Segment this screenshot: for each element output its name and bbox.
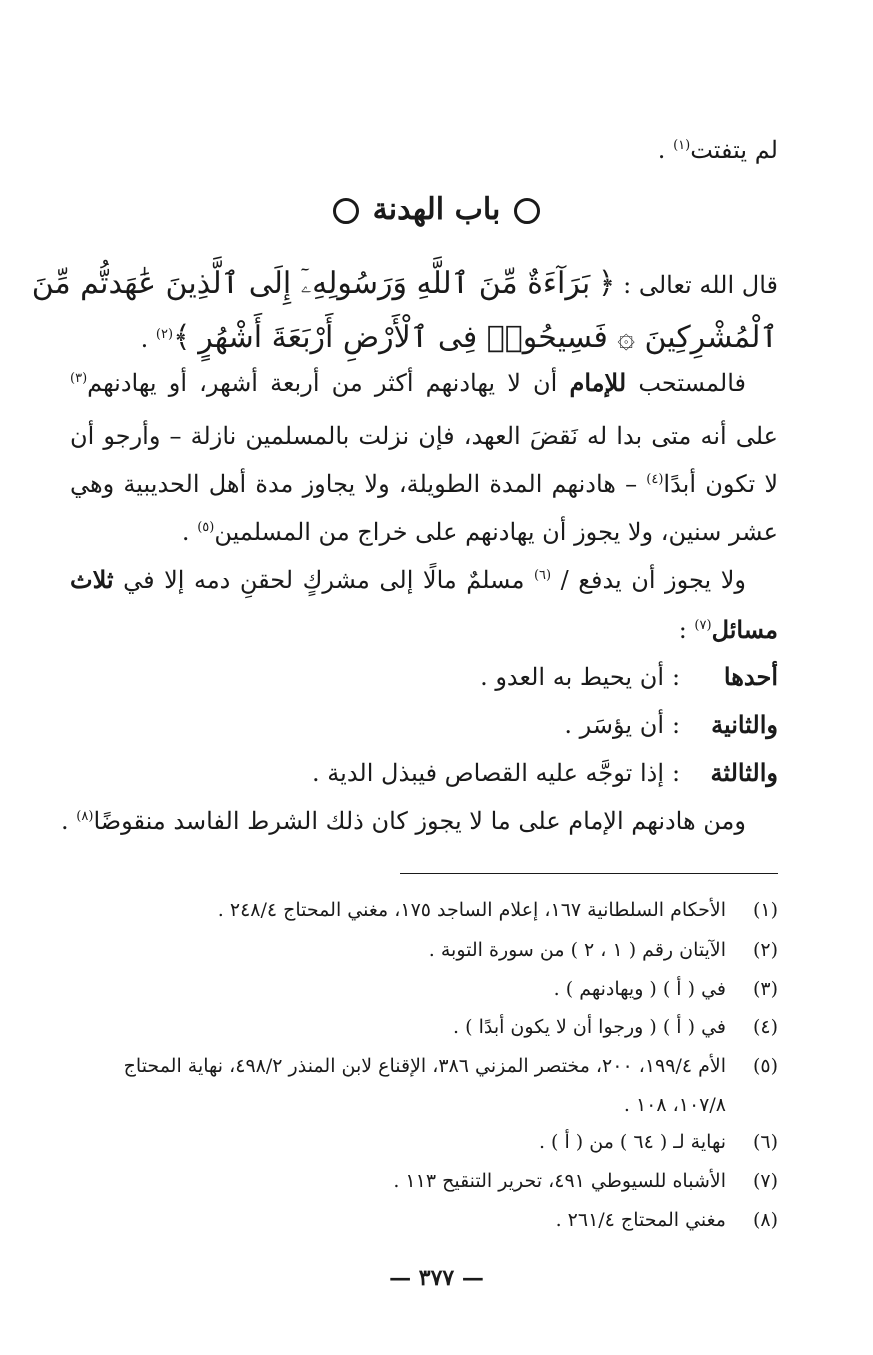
- footnote-ref: (٣): [70, 371, 88, 386]
- page-number: — ٣٧٧ —: [389, 1265, 484, 1291]
- footnote-text: مغني المحتاج ٢٦١/٤ .: [555, 1209, 726, 1231]
- footnote-number: (١): [752, 899, 778, 921]
- footnote-ref: (٤): [646, 472, 664, 487]
- para2-line-1: [70, 562, 778, 598]
- ornate-bracket-open: ﴿: [597, 266, 616, 301]
- list-text: أن يحيط به العدو .: [480, 663, 664, 691]
- footnote-ref: (٧): [694, 618, 712, 633]
- para1-line-1: [70, 365, 778, 401]
- footnote-ref: (٥): [197, 520, 215, 535]
- footnote-text: الأشباه للسيوطي ٤٩١، تحرير التنقيح ١١٣ .: [393, 1170, 726, 1192]
- body-text: فالمستحب: [626, 369, 746, 397]
- body-text: عشر سنين، ولا يجوز أن يهادنهم على خراج من المسلمين: [214, 518, 778, 546]
- footnote-text: الأم ١٩٩/٤، ٢٠٠، مختصر المزني ٣٨٦، الإقناع لابن المنذر ٤٩٨/٢، نهاية المحتاج: [123, 1055, 726, 1077]
- ornate-bracket-close: ﴾: [173, 320, 191, 355]
- punctuation: .: [657, 136, 674, 164]
- list-term: أحدها: [723, 662, 778, 691]
- footnote-number: (٤): [752, 1016, 778, 1038]
- body-bold: مسائل: [711, 615, 778, 644]
- footnote: [60, 1164, 778, 1198]
- body-text: لا تكون أبدًا: [663, 470, 779, 498]
- para3-line: [61, 803, 778, 839]
- list-text: إذا توجَّه عليه القصاص فيبذل الدية .: [312, 759, 664, 787]
- body-bold: ثلاث: [70, 565, 114, 594]
- list-item: [70, 755, 778, 791]
- footnote-number: (٨): [752, 1209, 778, 1231]
- footnote-ref: (٨): [76, 809, 94, 824]
- footnote-text: نهاية لـ ( ٦٤ ) من ( أ ) .: [538, 1131, 726, 1153]
- quran-verse-part: ٱلْمُشْرِكِينَ ۞ فَسِيحُوا۟ فِى ٱلْأَرْضِ أَرْبَعَةَ أَشْهُرٍ: [198, 320, 778, 355]
- para1-line-2: [70, 418, 778, 454]
- para2-line-2: [70, 612, 778, 648]
- quran-line-2: [70, 316, 778, 361]
- footnote-text: ١٠٧/٨، ١٠٨ .: [623, 1094, 726, 1116]
- footnote-ref: (٢): [155, 327, 174, 342]
- list-text: أن يؤسَر .: [564, 711, 664, 739]
- footnote-divider: [400, 873, 778, 874]
- list-term: والثالثة: [710, 758, 778, 787]
- footnote-continuation: [624, 1088, 726, 1122]
- body-text: – هادنهم المدة الطويلة، ولا يجاوز مدة أهل الحديبية وهي: [70, 470, 647, 498]
- footnote-ref: (١): [673, 138, 691, 153]
- footnote: [60, 1049, 778, 1083]
- footnote: [60, 1203, 778, 1237]
- circle-ornament-icon: [333, 198, 359, 224]
- footnote-text: في ( أ ) ( ورجوا أن لا يكون أبدًا ) .: [453, 1016, 726, 1038]
- punctuation: :: [678, 616, 695, 644]
- footnote-number: (٣): [752, 978, 778, 1000]
- footnote-number: (٧): [752, 1170, 778, 1192]
- list-item: [70, 659, 778, 695]
- footnote-text: في ( أ ) ( ويهادنهم ) .: [553, 978, 726, 1000]
- list-colon: :: [671, 759, 681, 787]
- punctuation: .: [181, 518, 198, 546]
- footnote-text: الأحكام السلطانية ١٦٧، إعلام الساجد ١٧٥، مغني المحتاج ٢٤٨/٤ .: [217, 899, 726, 921]
- continuation-line: [70, 132, 778, 168]
- quran-intro: قال الله تعالى :: [615, 271, 778, 299]
- para1-line-3: [70, 466, 778, 502]
- quran-verse-part: بَرَآءَةٌ مِّنَ ٱللَّهِ وَرَسُولِهِۦٓ إِلَى ٱلَّذِينَ عَٰهَدتُّم مِّنَ: [31, 266, 591, 301]
- footnote: [60, 1125, 778, 1159]
- footnote-number: (٥): [752, 1055, 778, 1077]
- footnote: [60, 893, 778, 927]
- list-item: [70, 707, 778, 743]
- footnote-number: (٢): [752, 939, 778, 961]
- footnote-number: (٦): [752, 1131, 778, 1153]
- circle-ornament-icon: [514, 198, 540, 224]
- body-text: ومن هادنهم الإمام على ما لا يجوز كان ذلك الشرط الفاسد منقوضًا: [93, 807, 746, 835]
- section-title: باب الهدنة: [372, 192, 501, 227]
- punctuation: .: [140, 325, 156, 353]
- section-heading: [0, 188, 873, 232]
- footnote-text: الآيتان رقم ( ١ ، ٢ ) من سورة التوبة .: [428, 939, 726, 961]
- body-text: على أنه متى بدا له نَقضَ العهد، فإن نزلت بالمسلمين نازلة – وأرجو أن: [70, 422, 778, 450]
- body-text: ولا يجوز أن يدفع /: [551, 566, 747, 594]
- footnote: [60, 933, 778, 967]
- footnote-ref: (٦): [533, 568, 552, 583]
- para1-line-4: [70, 514, 778, 550]
- body-text: أن لا يهادنهم أكثر من أربعة أشهر، أو يهادنهم: [87, 369, 570, 397]
- footnote: [60, 972, 778, 1006]
- quran-line-1: [31, 262, 778, 307]
- body-text: مسلمٌ مالًا إلى مشركٍ لحقنِ دمه إلا في: [113, 566, 534, 594]
- list-term: والثانية: [711, 710, 778, 739]
- list-colon: :: [671, 663, 681, 691]
- continuation-text: لم يتفتت: [690, 136, 778, 164]
- list-colon: :: [671, 711, 681, 739]
- body-bold: للإمام: [569, 368, 627, 397]
- punctuation: .: [61, 807, 77, 835]
- footnote: [60, 1010, 778, 1044]
